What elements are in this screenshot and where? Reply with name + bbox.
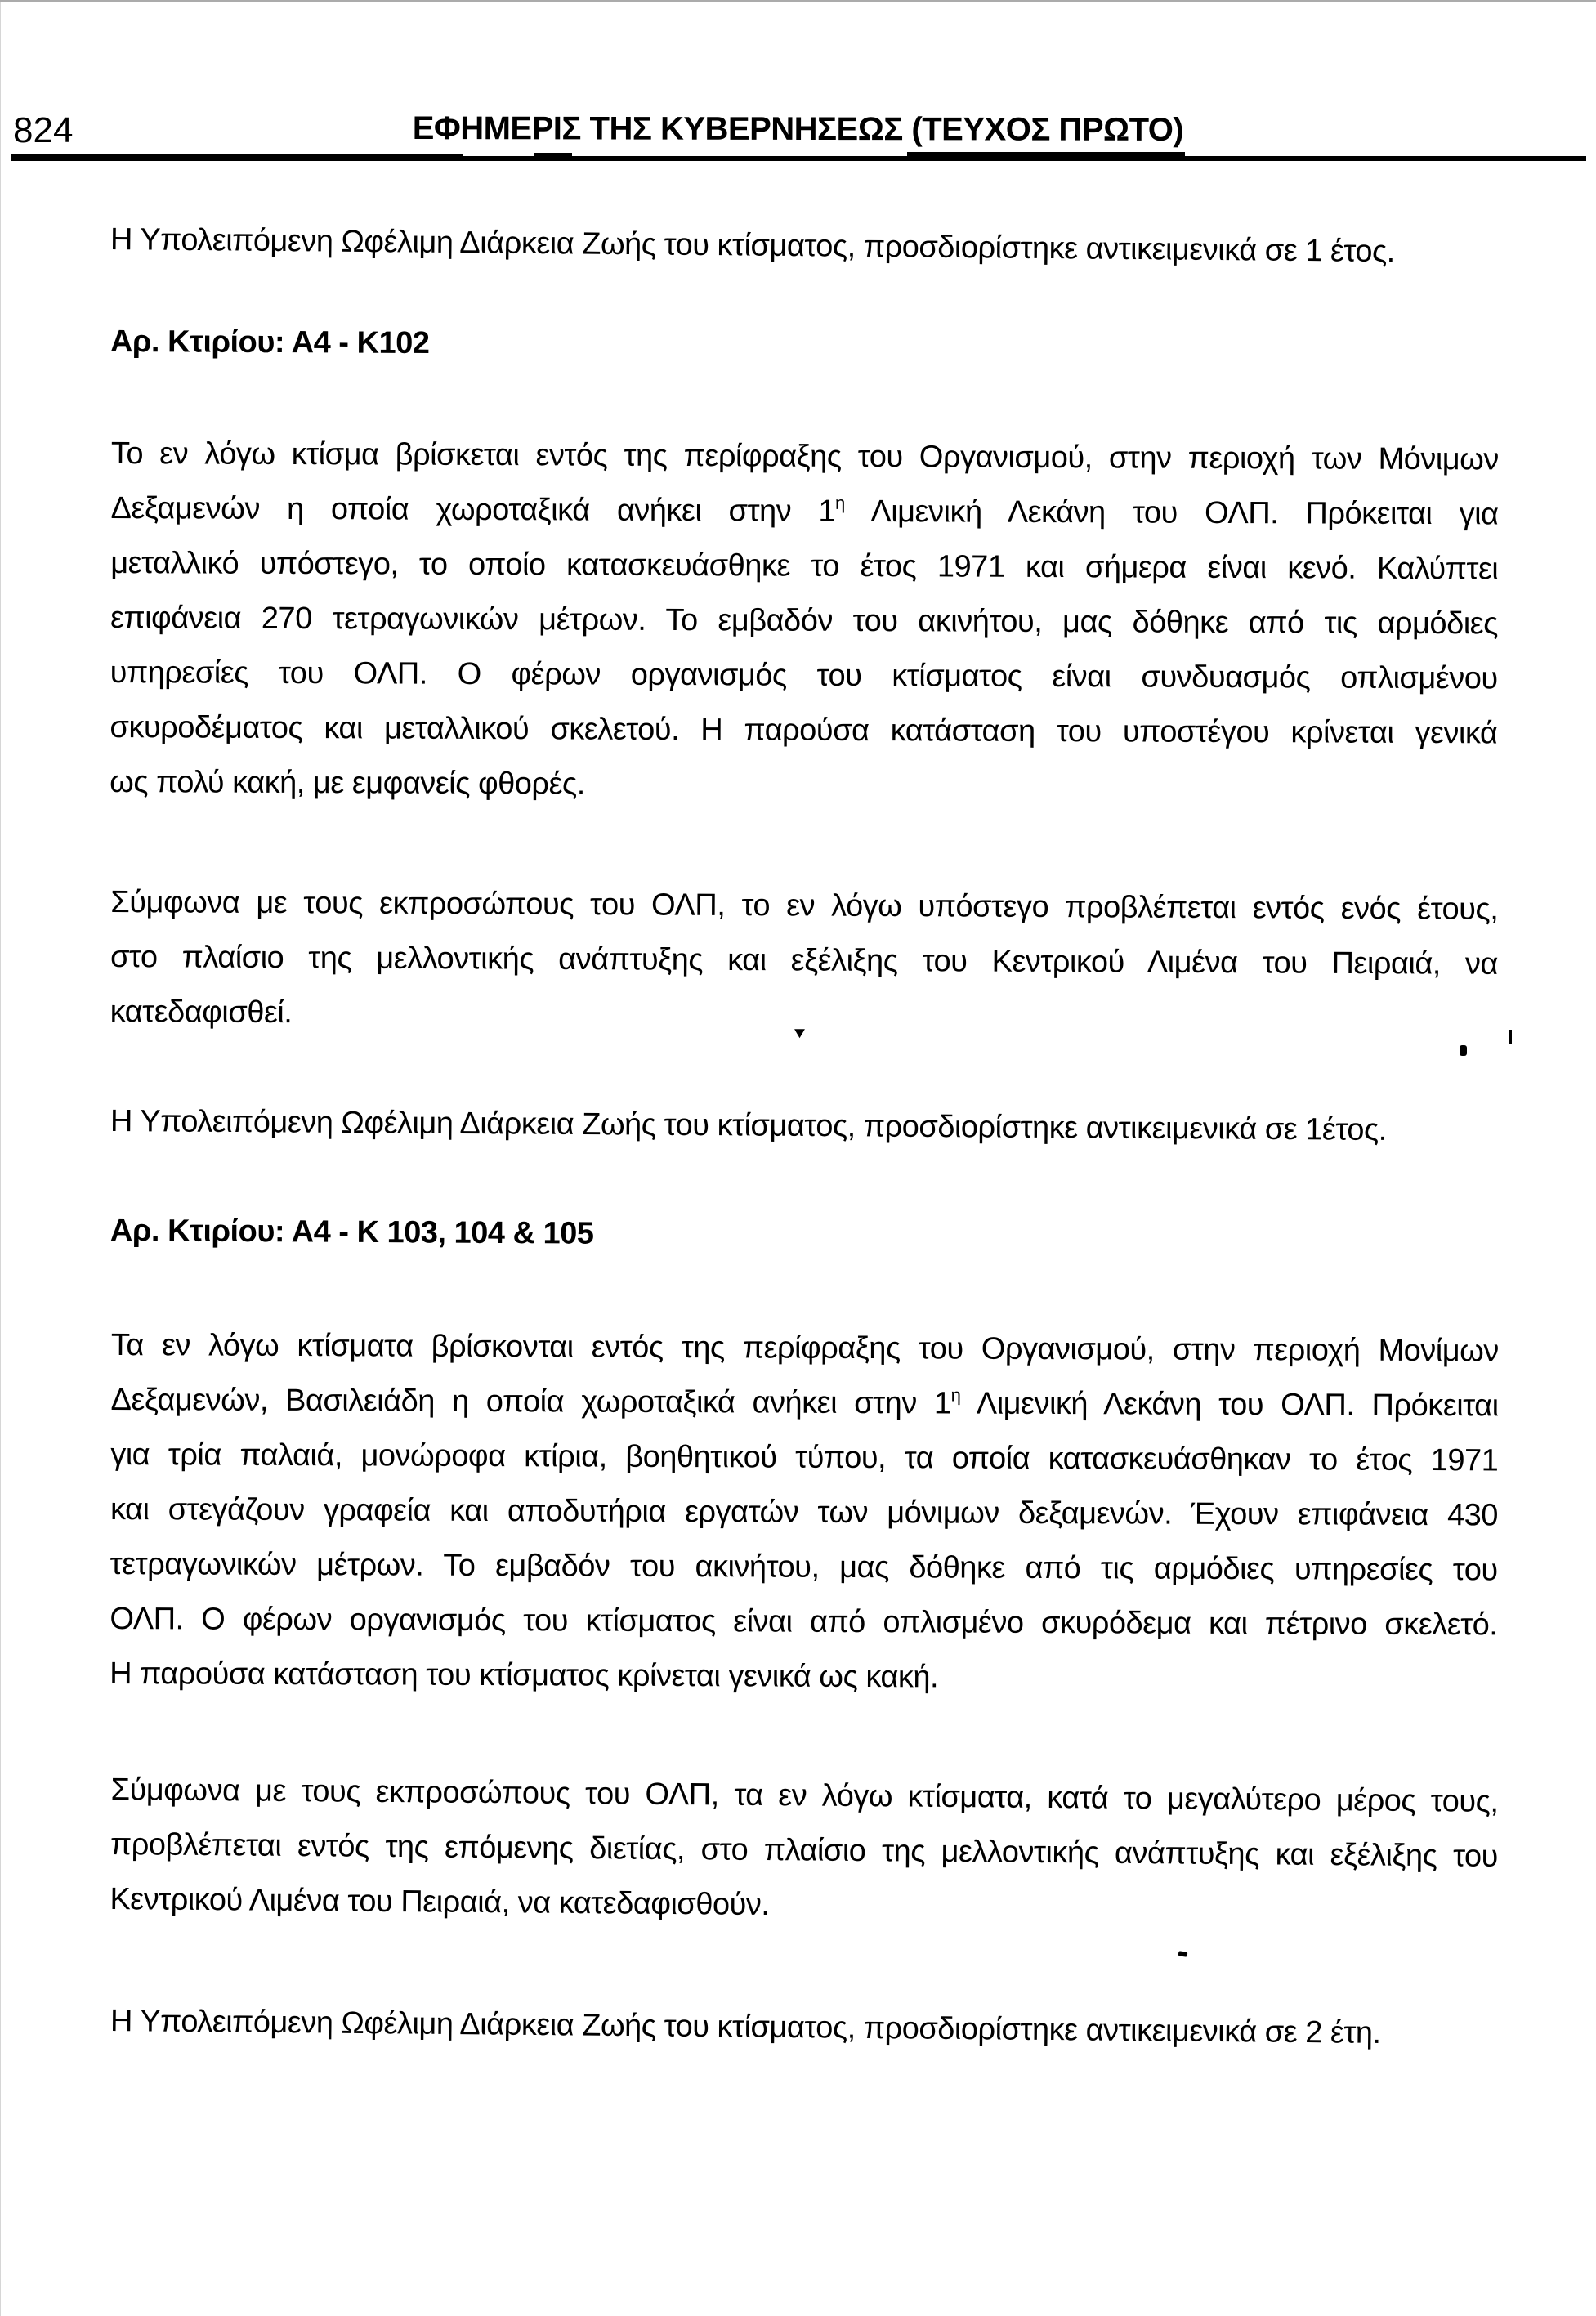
text-line: Κεντρικού Λιμένα του Πειραιά, να κατεδαφισθούν. xyxy=(110,1881,770,1923)
header-rule-thick-segment xyxy=(11,154,463,161)
heading-building-number-1: Αρ. Κτιρίου: Α4 - Κ102 xyxy=(110,324,430,361)
paragraph-demolition-plan-2 xyxy=(110,1763,1499,1939)
page-title: ΕΦΗΜΕΡΙΣ ΤΗΣ ΚΥΒΕΡΝΗΣΕΩΣ (ΤΕΥΧΟΣ ΠΡΩΤΟ) xyxy=(412,110,1184,148)
paragraph-remaining-life-1: Η Υπολειπόμενη Ωφέλιμη Διάρκεια Ζωής του κτίσματος, προσδιορίστηκε αντικειμενικά σε 1 έτος. xyxy=(110,222,1396,270)
document-body xyxy=(110,212,1498,2049)
text-line: και στεγάζουν γραφεία και αποδυτήρια εργατών των μόνιμων δεξαμενών. Έχουν επιφάνεια 430 xyxy=(110,1492,1499,1533)
text-line: στο πλαίσιο της μελλοντικής ανάπτυξης και εξέλιξης του Κεντρικού Λιμένα του Πειραιά, να xyxy=(110,940,1499,981)
paragraph-remaining-life-2: Η Υπολειπόμενη Ωφέλιμη Διάρκεια Ζωής του κτίσματος, προσδιορίστηκε αντικειμενικά σε 1έτος. xyxy=(110,1104,1387,1147)
text-line: Το εν λόγω κτίσμα βρίσκεται εντός της περίφραξης του Οργανισμού, στην περιοχή των Μόνιμων xyxy=(110,436,1499,477)
text-line: τετραγωνικών μέτρων. Το εμβαδόν του ακινήτου, μας δόθηκε από τις αρμόδιες υπηρεσίες του xyxy=(110,1546,1498,1588)
text-line: μεταλλικό υπόστεγο, το οποίο κατασκευάσθηκε το έτος 1971 και σήμερα είναι κενό. Καλύπτει xyxy=(110,546,1499,587)
heading-building-number-2: Αρ. Κτιρίου: Α4 - Κ 103, 104 & 105 xyxy=(110,1214,594,1251)
text-line: Δεξαμενών η οποία χωροταξικά ανήκει στην $1^\eta$ Λιμενική Λεκάνη του ΟΛΠ. Πρόκειται για xyxy=(110,491,1499,532)
text-line: για τρία παλαιά, μονώροφα κτίρια, βοηθητικού τύπου, τα οποία κατασκευάσθηκαν το έτος 1971 xyxy=(110,1437,1499,1478)
text-line: ως πολύ κακή, με εμφανείς φθορές. xyxy=(110,764,585,802)
text-line: υπηρεσίες του ΟΛΠ. Ο φέρων οργανισμός του κτίσματος είναι συνδυασμός οπλισμένου xyxy=(110,655,1498,696)
text-line: επιφάνεια 270 τετραγωνικών μέτρων. Το εμβαδόν του ακινήτου, μας δόθηκε από τις αρμόδιες xyxy=(110,601,1499,642)
text-line: κατεδαφισθεί. xyxy=(110,994,293,1031)
paragraph-remaining-life-3: Η Υπολειπόμενη Ωφέλιμη Διάρκεια Ζωής του κτίσματος, προσδιορίστηκε αντικειμενικά σε 2 έτη. xyxy=(110,2004,1381,2050)
text-line: Τα εν λόγω κτίσματα βρίσκονται εντός της περίφραξης του Οργανισμού, στην περιοχή Μονίμων xyxy=(110,1328,1499,1369)
text-line: Η παρούσα κατάσταση του κτίσματος κρίνεται γενικά ως κακή. xyxy=(110,1656,939,1695)
text-line: Σύμφωνα με τους εκπροσώπους του ΟΛΠ, τα εν λόγω κτίσματα, κατά το μεγαλύτερο μέρος τους, xyxy=(110,1773,1499,1819)
text-line: Σύμφωνα με τους εκπροσώπους του ΟΛΠ, το εν λόγω υπόστεγο προβλέπεται εντός ενός έτους, xyxy=(110,885,1499,927)
text-line: Δεξαμενών, Βασιλειάδη η οποία χωροταξικά ανήκει στην $1^\eta$ Λιμενική Λεκάνη του ΟΛΠ. Πρόκειται xyxy=(110,1383,1499,1424)
header-rule-speck xyxy=(907,152,1185,156)
header-rule xyxy=(11,153,1586,163)
paragraph-building-description-2 xyxy=(110,1318,1499,1707)
page-number: 824 xyxy=(13,110,74,150)
text-line: σκυροδέματος και μεταλλικού σκελετού. Η παρούσα κατάσταση του υποστέγου κρίνεται γενικά xyxy=(110,709,1498,751)
scan-artifact-caret: ▾ xyxy=(794,1022,806,1043)
text-line: προβλέπεται εντός της επόμενης διετίας, στο πλαίσιο της μελλοντικής ανάπτυξης και εξέλιξης του xyxy=(110,1827,1499,1874)
header-rule-speck xyxy=(534,153,572,156)
page-header xyxy=(0,110,1596,152)
paragraph-building-description-1 xyxy=(110,427,1499,816)
scan-artifact-dot xyxy=(1460,1045,1467,1056)
text-line: ΟΛΠ. Ο φέρων οργανισμός του κτίσματος είναι από οπλισμένο σκυρόδεμα και πέτρινο σκελετό. xyxy=(110,1601,1498,1643)
scan-artifact-tick xyxy=(1509,1030,1512,1044)
